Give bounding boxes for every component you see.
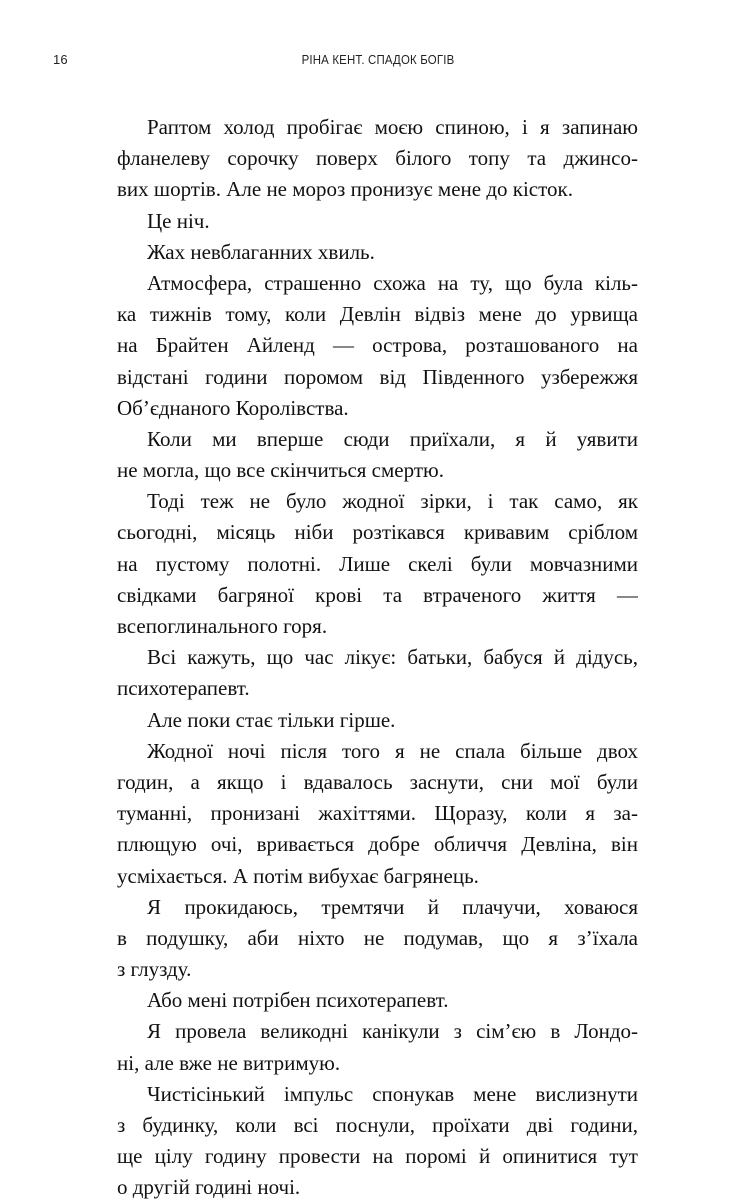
page-number: 16 [53,52,68,67]
text-line: Я прокидаюсь, тремтячи й плачучи, ховаюся [147,894,638,919]
paragraph [117,237,638,268]
running-title: РІНА КЕНТ. СПАДОК БОГІВ [301,52,455,67]
text-line: Але поки стає тільки гірше. [147,707,396,732]
text-line: сьогодні, місяць ніби розтікався кривавим сріблом [117,520,638,545]
text-line: Я провела великодні канікули з сім’єю в Лондо- [147,1019,638,1044]
text-line: не могла, що все скінчиться смертю. [117,458,444,483]
text-line: вих шортів. Але не мороз пронизує мене до кісток. [117,177,573,202]
text-line: Жодної ночі після того я не спала більше двох [147,738,638,763]
paragraph [117,985,638,1016]
text-line: плющую очі, вривається добре обличчя Девліна, він [117,832,638,857]
paragraph [117,424,638,486]
body-text [117,112,638,1204]
text-line: на пустому полотні. Лише скелі були мовчазними [117,551,638,576]
text-line: свідками багряної крові та втраченого життя — [117,582,638,607]
text-line: відстані години поромом від Південного узбережжя [117,364,638,389]
text-line: Чистісінький імпульс спонукав мене вислизнути [147,1081,638,1106]
page-header [0,52,756,72]
text-line: ще цілу годину провести на поромі й опинитися тут [117,1144,638,1169]
text-line: ка тижнів тому, коли Девлін відвіз мене до урвища [117,302,638,327]
paragraph [117,892,638,986]
text-line: годин, а якщо і вдавалось заснути, сни мої були [117,769,638,794]
paragraph [117,705,638,736]
text-line: Тоді теж не було жодної зірки, і так само, як [147,489,638,514]
text-line: Жах невблаганних хвиль. [147,239,375,264]
paragraph [117,736,638,892]
paragraph [117,268,638,424]
paragraph [117,206,638,237]
text-line: з глузду. [117,957,192,982]
text-line: Всі кажуть, що час лікує: батьки, бабуся й дідусь, [147,645,638,670]
text-line: фланелеву сорочку поверх білого топу та джинсо- [117,146,638,171]
text-line: в подушку, аби ніхто не подумав, що я з’їхала [117,925,638,950]
paragraph [117,486,638,642]
text-line: ні, але вже не витримую. [117,1050,341,1075]
paragraph [117,1016,638,1078]
text-line: Або мені потрібен психотерапевт. [147,988,449,1013]
text-line: Раптом холод пробігає моєю спиною, і я запинаю [147,115,638,139]
text-line: Атмосфера, страшенно схожа на ту, що була кіль- [147,270,638,295]
text-line: Коли ми вперше сюди приїхали, я й уявити [147,426,638,451]
text-line: о другій годині ночі. [117,1175,301,1200]
text-line: психотерапевт. [117,676,250,701]
text-line: з будинку, коли всі поснули, проїхати дві години, [117,1113,638,1137]
text-line: усміхається. А потім вибухає багрянець. [117,863,479,888]
paragraph [117,642,638,704]
text-line: Об’єднаного Королівства. [117,395,349,420]
text-line: на Брайтен Айленд — острова, розташованого на [117,333,638,358]
text-line: туманні, пронизані жахіттями. Щоразу, коли я за- [117,801,638,826]
text-line: всепоглинального горя. [117,614,328,638]
paragraph [117,1079,638,1204]
paragraph [117,112,638,206]
text-line: Це ніч. [147,208,210,233]
